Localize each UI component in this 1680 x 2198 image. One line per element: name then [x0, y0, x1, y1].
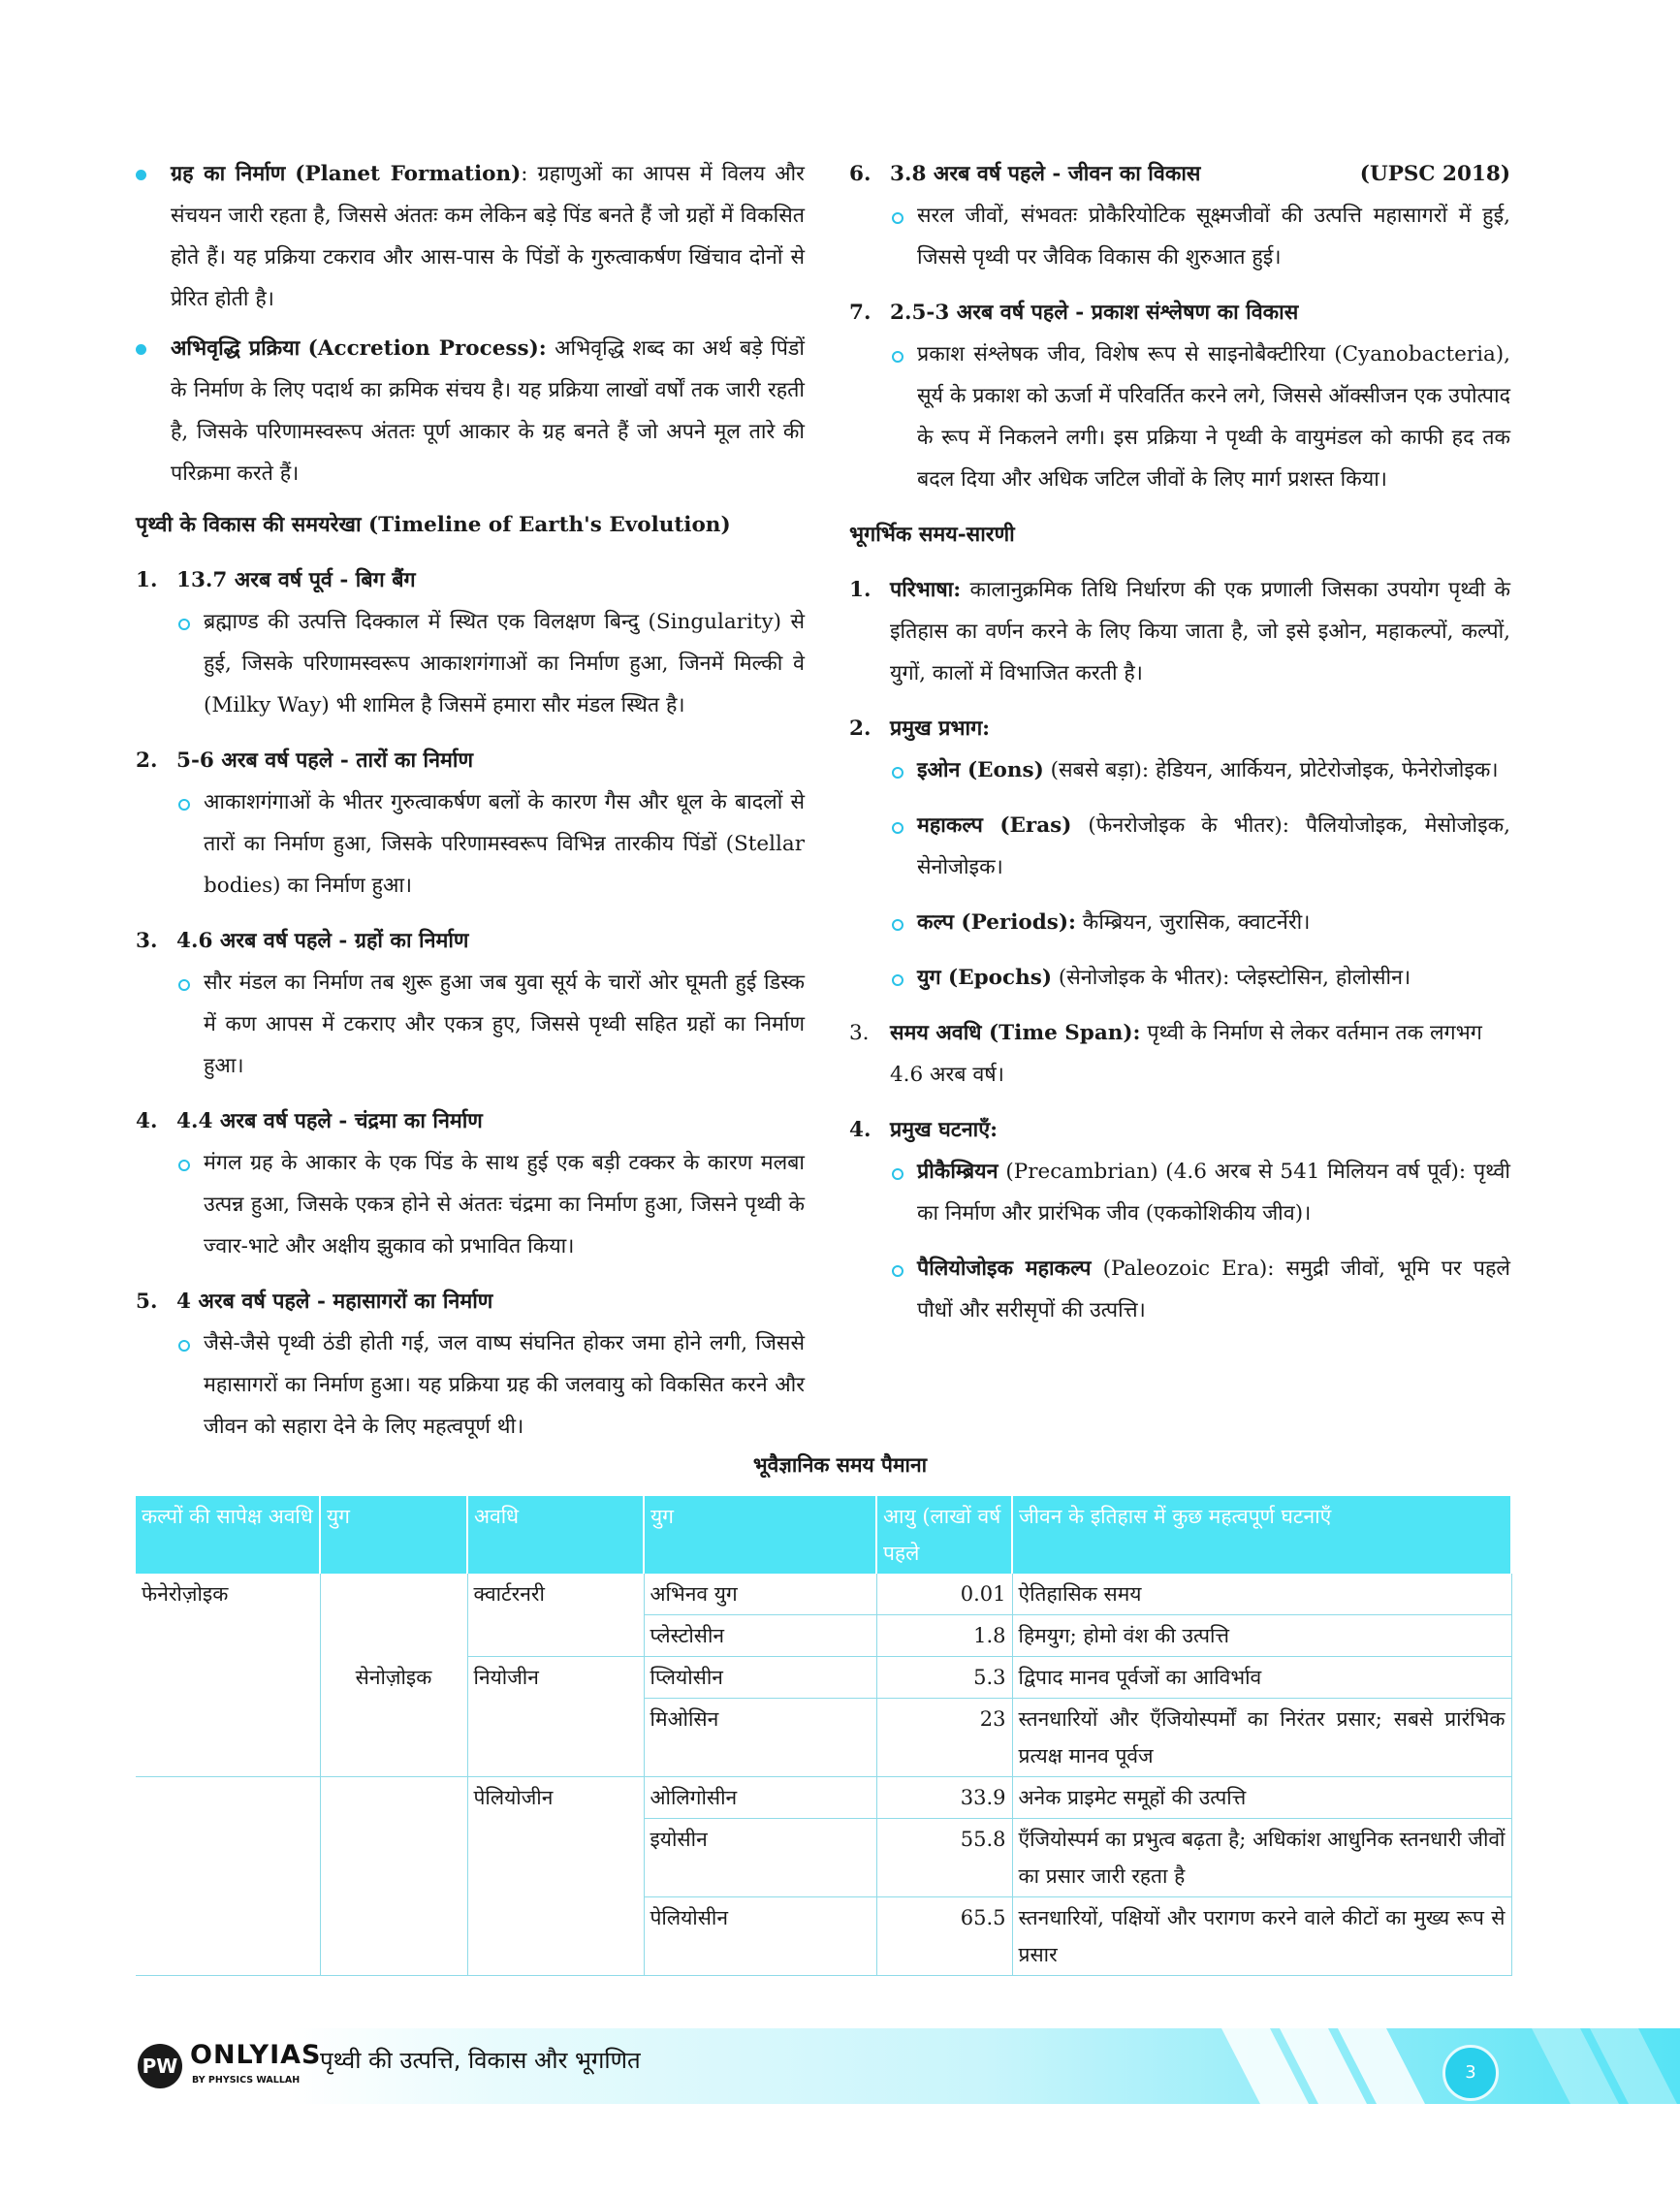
era-cell	[320, 1777, 467, 1819]
timeline-title	[136, 740, 805, 781]
division-text: (सेनोजोइक के भीतर): प्लेइस्टोसिन, होलोसीन।	[1052, 966, 1411, 990]
period-cell	[467, 1819, 644, 1897]
event-precambrian	[849, 1151, 1510, 1234]
bullet-accretion	[136, 328, 805, 494]
item-number: 3.	[849, 1021, 870, 1045]
timeline-text	[849, 334, 1510, 500]
eon-cell	[136, 1615, 320, 1657]
title-text: 2.5-3 अरब वर्ष पहले - प्रकाश संश्लेषण का विकास	[890, 301, 1299, 325]
division-term: महाकल्प (Eras)	[917, 813, 1072, 838]
bullet-text: : ग्रहाणुओं का आपस में विलय और संचयन जारी रहता है, जिससे अंततः कम लेकिन बड़े पिंड बनते हैं जो ग्रहों में विकसित होते हैं। यह प्रक्रिया टकराव और आस-पास के पिंडों के गुरुत्वाकर्षण खिंचाव दोनों से प्रेरित होती है।	[171, 162, 805, 311]
timeline-title	[136, 1100, 805, 1142]
header-period: अवधि	[467, 1496, 644, 1574]
title-text: 4 अरब वर्ष पहले - महासागरों का निर्माण	[176, 1290, 493, 1314]
title-text: 4.6 अरब वर्ष पहले - ग्रहों का निर्माण	[176, 929, 469, 953]
bullet-term-en: (Planet Formation)	[295, 162, 522, 186]
event-text: (Paleozoic Era): समुद्री जीवों, भूमि पर पहले पौधों और सरीसृपों की उत्पत्ति।	[917, 1257, 1510, 1322]
upsc-tag: (UPSC 2018)	[1359, 162, 1510, 186]
timeline-item-4	[136, 1100, 805, 1267]
header-era: युग	[320, 1496, 467, 1574]
age-cell: 23	[876, 1699, 1012, 1777]
division-eons	[849, 749, 1510, 791]
definition-text: कालानुक्रमिक तिथि निर्धारण की एक प्रणाली जिसका उपयोग पृथ्वी के इतिहास का वर्णन करने के लिए किया जाता है, जो इसे इओन, महाकल्पों, कल्पों, युगों, कालों में विभाजित करती है।	[890, 578, 1510, 685]
ring-bullet-icon	[178, 799, 190, 811]
table-row	[136, 1777, 1511, 1819]
eon-cell	[136, 1657, 320, 1699]
division-text: (फेनरोजोइक के भीतर): पैलियोजोइक, मेसोजोइक, सेनोजोइक।	[917, 813, 1510, 879]
event-term: प्रीकैम्ब्रियन	[917, 1160, 998, 1184]
epoch-cell: प्लियोसीन	[644, 1657, 876, 1699]
ring-bullet-icon	[892, 351, 903, 363]
timeline-title	[136, 1281, 805, 1322]
pw-logo: PW	[138, 2044, 182, 2088]
header-epoch: युग	[644, 1496, 876, 1574]
timeline-item-3	[136, 920, 805, 1087]
period-cell	[467, 1615, 644, 1657]
text: सरल जीवों, संभवतः प्रोकैरियोटिक सूक्ष्मजीवों की उत्पत्ति महासागरों में हुई, जिससे पृथ्वी पर जैविक विकास की शुरुआत हुई।	[917, 204, 1510, 270]
item-number: 6.	[849, 162, 872, 186]
geologic-time-table	[136, 1496, 1512, 1976]
table-row	[136, 1615, 1511, 1657]
text: जैसे-जैसे पृथ्वी ठंडी होती गई, जल वाष्प संघनित होकर जमा होने लगी, जिससे महासागरों का निर्माण हुआ। यह प्रक्रिया ग्रह की जलवायु को विकसित करने और जीवन को सहारा देने के लिए महत्वपूर्ण थी।	[204, 1331, 805, 1439]
epoch-cell: मिओसिन	[644, 1699, 876, 1777]
timeline-item-6	[849, 153, 1510, 278]
eon-cell	[136, 1819, 320, 1897]
age-cell: 5.3	[876, 1657, 1012, 1699]
item-number: 2.	[136, 749, 158, 773]
timeline-title	[136, 920, 805, 962]
era-cell: सेनोज़ोइक	[320, 1657, 467, 1699]
timeline-text	[136, 962, 805, 1087]
event-cell: ऐतिहासिक समय	[1012, 1574, 1511, 1615]
event-cell: स्तनधारियों और एँजियोस्पर्मों का निरंतर प्रसार; सबसे प्रारंभिक प्रत्यक्ष मानव पूर्वज	[1012, 1699, 1511, 1777]
ring-bullet-icon	[892, 974, 903, 986]
ring-bullet-icon	[892, 1168, 903, 1180]
events-heading	[849, 1109, 1510, 1151]
divisions-heading	[849, 708, 1510, 749]
division-text: (सबसे बड़ा): हेडियन, आर्कियन, प्रोटेरोजोइक, फेनेरोजोइक।	[1043, 758, 1499, 782]
item-number: 2.	[849, 717, 872, 741]
age-cell: 0.01	[876, 1574, 1012, 1615]
epoch-cell: पेलियोसीन	[644, 1897, 876, 1976]
time-span-term: समय अवधि (Time Span):	[890, 1021, 1141, 1045]
epoch-cell: अभिनव युग	[644, 1574, 876, 1615]
divisions-term: प्रमुख प्रभाग:	[890, 717, 991, 741]
era-cell	[320, 1819, 467, 1897]
ring-bullet-icon	[892, 1265, 903, 1277]
bullet-term: अभिवृद्धि प्रक्रिया	[171, 336, 301, 361]
era-cell	[320, 1897, 467, 1976]
definition	[849, 569, 1510, 694]
time-span	[849, 1012, 1510, 1096]
event-cell: द्विपाद मानव पूर्वजों का आविर्भाव	[1012, 1657, 1511, 1699]
bullet-icon	[136, 170, 146, 180]
table-row	[136, 1574, 1511, 1615]
period-cell	[467, 1699, 644, 1777]
timeline-item-7	[849, 292, 1510, 500]
table-title: भूवैज्ञानिक समय पैमाना	[752, 1452, 928, 1477]
footer-stripes-decoration	[1163, 2007, 1680, 2123]
text: सौर मंडल का निर्माण तब शुरू हुआ जब युवा सूर्य के चारों ओर घूमती हुई डिस्क में कण आपस में टकराए और एकत्र हुए, जिससे पृथ्वी सहित ग्रहों का निर्माण हुआ।	[204, 971, 805, 1078]
age-cell: 55.8	[876, 1819, 1012, 1897]
text: आकाशगंगाओं के भीतर गुरुत्वाकर्षण बलों के कारण गैस और धूल के बादलों से तारों का निर्माण हुआ, जिसके परिणामस्वरूप विभिन्न तारकीय पिंडों (Stellar bodies) का निर्माण हुआ।	[204, 790, 805, 898]
item-number: 4.	[136, 1109, 158, 1133]
page-footer	[0, 2007, 1680, 2123]
event-paleozoic	[849, 1248, 1510, 1331]
timeline-text	[136, 1322, 805, 1448]
age-cell: 65.5	[876, 1897, 1012, 1976]
title-text: 4.4 अरब वर्ष पहले - चंद्रमा का निर्माण	[176, 1109, 483, 1133]
item-number: 7.	[849, 301, 872, 325]
bullet-term: ग्रह का निर्माण	[171, 162, 286, 186]
header-events: जीवन के इतिहास में कुछ महत्वपूर्ण घटनाएँ	[1012, 1496, 1511, 1574]
ring-bullet-icon	[178, 979, 190, 991]
table-row	[136, 1819, 1511, 1897]
ring-bullet-icon	[178, 1160, 190, 1171]
era-cell	[320, 1615, 467, 1657]
eon-cell: फेनेरोज़ोइक	[136, 1574, 320, 1615]
ring-bullet-icon	[892, 767, 903, 779]
event-cell: हिमयुग; होमो वंश की उत्पत्ति	[1012, 1615, 1511, 1657]
era-cell	[320, 1574, 467, 1615]
geo-timescale-heading: भूगर्भिक समय-सारणी	[849, 523, 1015, 547]
left-column	[136, 153, 805, 1461]
timeline-title	[136, 559, 805, 601]
item-number: 1.	[849, 578, 872, 602]
title-text: 13.7 अरब वर्ष पूर्व - बिग बैंग	[176, 568, 416, 592]
epoch-cell: इयोसीन	[644, 1819, 876, 1897]
timeline-text	[136, 1142, 805, 1267]
era-cell	[320, 1699, 467, 1777]
bullet-planet-formation	[136, 153, 805, 320]
text: ब्रह्माण्ड की उत्पत्ति दिक्काल में स्थित एक विलक्षण बिन्दु (Singularity) से हुई, जिसके परिणामस्वरूप आकाशगंगाओं का निर्माण हुआ, जिनमें मिल्की वे (Milky Way) भी शामिल है जिसमें हमारा सौर मंडल स्थित है।	[204, 610, 805, 717]
timeline-item-1	[136, 559, 805, 726]
ring-bullet-icon	[892, 919, 903, 931]
table-row	[136, 1657, 1511, 1699]
epoch-cell: प्लेस्टोसीन	[644, 1615, 876, 1657]
period-cell: क्वार्टरनरी	[467, 1574, 644, 1615]
division-term: इओन (Eons)	[917, 758, 1044, 782]
epoch-cell: ओलिगोसीन	[644, 1777, 876, 1819]
right-column	[849, 153, 1510, 1331]
event-cell: एँजियोस्पर्म का प्रभुत्व बढ़ता है; अधिकांश आधुनिक स्तनधारी जीवों का प्रसार जारी रहता है	[1012, 1819, 1511, 1897]
division-text: कैम्ब्रियन, जुरासिक, क्वाटर्नेरी।	[1075, 910, 1311, 935]
item-number: 3.	[136, 929, 158, 953]
event-term: पैलियोजोइक महाकल्प	[917, 1257, 1092, 1281]
age-cell: 33.9	[876, 1777, 1012, 1819]
period-cell	[467, 1897, 644, 1976]
bullet-term-en: (Accretion Process):	[307, 336, 547, 361]
text: मंगल ग्रह के आकार के एक पिंड के साथ हुई एक बड़ी टक्कर के कारण मलबा उत्पन्न हुआ, जिसके एकत्र होने से अंततः चंद्रमा का निर्माण हुआ, जिसने पृथ्वी के ज्वार-भाटे और अक्षीय झुकाव को प्रभावित किया।	[204, 1151, 805, 1258]
title-text: 5-6 अरब वर्ष पहले - तारों का निर्माण	[176, 749, 473, 773]
ring-bullet-icon	[892, 212, 903, 224]
bullet-text: अभिवृद्धि शब्द का अर्थ बड़े पिंडों के निर्माण के लिए पदार्थ का क्रमिक संचय है। यह प्रक्रिया लाखों वर्षों तक जारी रहती है, जिसके परिणामस्वरूप अंततः पूर्ण आकार के ग्रह बनते हैं जो अपने मूल तारे की परिक्रमा करते हैं।	[171, 336, 805, 486]
division-periods	[849, 902, 1510, 943]
eon-cell	[136, 1699, 320, 1777]
event-text: (Precambrian) (4.6 अरब से 541 मिलियन वर्ष पूर्व): पृथ्वी का निर्माण और प्रारंभिक जीव (एककोशिकीय जीव)।	[917, 1160, 1510, 1226]
time-span-text: पृथ्वी के निर्माण से लेकर वर्तमान तक लगभग 4.6 अरब वर्ष।	[890, 1021, 1482, 1087]
division-eras	[849, 805, 1510, 888]
ring-bullet-icon	[178, 1340, 190, 1352]
table-row	[136, 1699, 1511, 1777]
period-cell: नियोजीन	[467, 1657, 644, 1699]
item-number: 4.	[849, 1118, 872, 1142]
footer-chapter-title: पृथ्वी की उत्पत्ति, विकास और भूगणित	[320, 2047, 641, 2074]
eon-cell	[136, 1897, 320, 1976]
age-cell: 1.8	[876, 1615, 1012, 1657]
ring-bullet-icon	[892, 822, 903, 834]
table-header-row	[136, 1496, 1511, 1574]
definition-term: परिभाषा:	[890, 578, 962, 602]
table-row	[136, 1897, 1511, 1976]
timeline-item-5	[136, 1281, 805, 1448]
period-cell: पेलियोजीन	[467, 1777, 644, 1819]
timeline-heading: पृथ्वी के विकास की समयरेखा (Timeline of Earth's Evolution)	[136, 513, 731, 537]
onlyias-logo-text: ONLYIAS	[190, 2040, 322, 2070]
ring-bullet-icon	[178, 619, 190, 630]
event-cell: अनेक प्राइमेट समूहों की उत्पत्ति	[1012, 1777, 1511, 1819]
timeline-text	[136, 781, 805, 907]
timeline-text	[136, 601, 805, 726]
page-number: 3	[1442, 2045, 1499, 2101]
item-number: 5.	[136, 1290, 158, 1314]
division-epochs	[849, 957, 1510, 999]
header-age: आयु (लाखों वर्ष पहले	[876, 1496, 1012, 1574]
timeline-text	[849, 195, 1510, 278]
item-number: 1.	[136, 568, 158, 592]
division-term: युग (Epochs)	[917, 966, 1052, 990]
onlyias-logo-subtext: BY PHYSICS WALLAH	[192, 2075, 301, 2086]
title-text: 3.8 अरब वर्ष पहले - जीवन का विकास	[890, 162, 1201, 186]
header-eon: कल्पों की सापेक्ष अवधि	[136, 1496, 320, 1574]
bullet-icon	[136, 344, 146, 355]
eon-cell	[136, 1777, 320, 1819]
events-term: प्रमुख घटनाएँ:	[890, 1118, 998, 1142]
timeline-item-2	[136, 740, 805, 907]
division-term: कल्प (Periods):	[917, 910, 1076, 935]
timeline-title	[849, 292, 1510, 334]
text: प्रकाश संश्लेषक जीव, विशेष रूप से साइनोबैक्टीरिया (Cyanobacteria), सूर्य के प्रकाश को ऊर्जा में परिवर्तित करने लगे, जिससे ऑक्सीजन एक उपोत्पाद के रूप में निकलने लगी। इस प्रक्रिया ने पृथ्वी के वायुमंडल को काफी हद तक बदल दिया और अधिक जटिल जीवों के लिए मार्ग प्रशस्त किया।	[917, 342, 1510, 492]
timeline-title	[849, 153, 1510, 195]
event-cell: स्तनधारियों, पक्षियों और परागण करने वाले कीटों का मुख्य रूप से प्रसार	[1012, 1897, 1511, 1976]
